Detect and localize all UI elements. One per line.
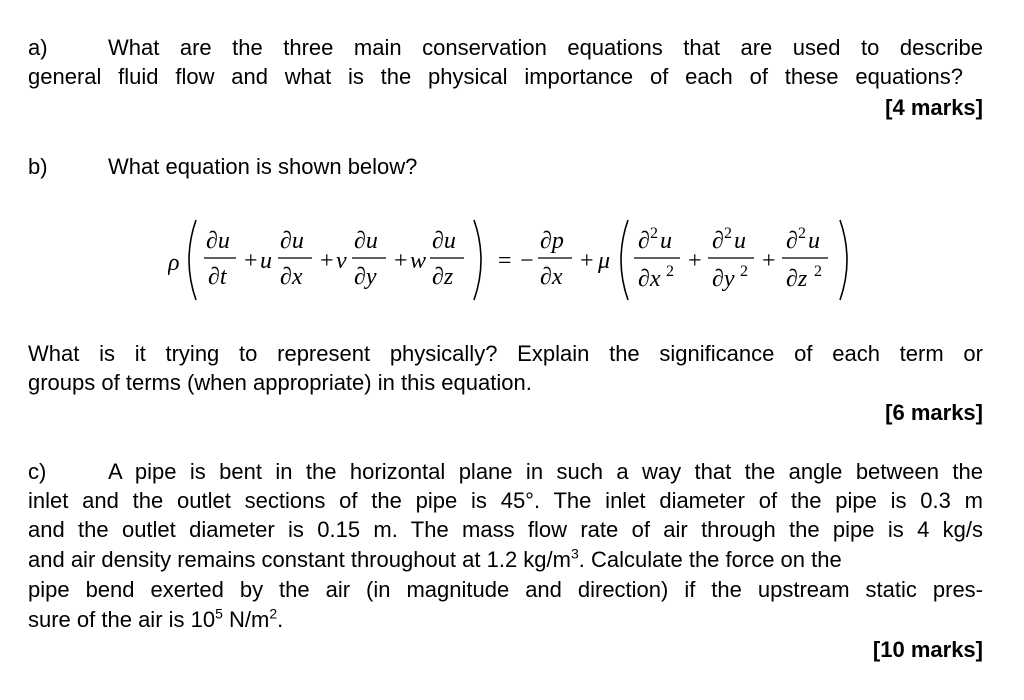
svg-text:+: + xyxy=(244,248,258,274)
part-c-label: c) xyxy=(28,459,47,484)
svg-text:∂: ∂ xyxy=(712,228,724,254)
svg-text:+: + xyxy=(394,248,408,274)
svg-text:∂x: ∂x xyxy=(540,264,563,290)
svg-text:2: 2 xyxy=(666,263,674,280)
svg-text:2: 2 xyxy=(650,225,658,242)
svg-text:∂y: ∂y xyxy=(712,266,735,292)
part-c-line-6-b: N/m xyxy=(222,607,270,632)
part-c-line-6 xyxy=(28,606,283,634)
part-c-line-6-sup2: 2 xyxy=(269,605,278,622)
svg-text:μ: μ xyxy=(598,248,611,274)
part-c-line-2: inlet and the outlet sections of the pipe is 45°. The inlet diameter of the pipe is 0.3 m xyxy=(28,488,983,513)
part-c-line-3: and the outlet diameter is 0.15 m. The mass flow rate of air through the pipe is 4 kg/s xyxy=(28,517,983,542)
svg-text:∂: ∂ xyxy=(786,228,798,254)
svg-text:∂u: ∂u xyxy=(354,228,378,254)
svg-text:u: u xyxy=(660,228,672,254)
part-a-label: a) xyxy=(28,35,48,60)
svg-text:w: w xyxy=(410,248,427,274)
part-b-line-1: What equation is shown below? xyxy=(108,154,418,179)
part-b-label: b) xyxy=(28,154,48,179)
part-c-line-1: A pipe is bent in the horizontal plane in such a way that the angle between the xyxy=(108,459,983,484)
part-c-line-4-b: . Calculate the force on the xyxy=(578,547,842,572)
svg-text:−: − xyxy=(520,248,534,274)
svg-text:∂p: ∂p xyxy=(540,228,564,254)
part-b-marks: [6 marks] xyxy=(885,400,983,425)
part-c-line-4-a: and air density remains constant throughout at 1.2 kg/m xyxy=(28,547,571,572)
svg-text:∂u: ∂u xyxy=(206,228,230,254)
svg-text:u: u xyxy=(808,228,820,254)
svg-text:∂u: ∂u xyxy=(280,228,304,254)
svg-text:2: 2 xyxy=(798,225,806,242)
part-b-after-line-1: What is it trying to represent physically? Explain the significance of each term or xyxy=(28,341,983,366)
part-a-marks: [4 marks] xyxy=(885,95,983,120)
part-a-line-2: general fluid flow and what is the physical importance of each of these equations? xyxy=(28,64,963,89)
part-c-line-6-sup1: 5 xyxy=(215,605,223,622)
part-c-line-5: pipe bend exerted by the air (in magnitude and direction) if the upstream static pres- xyxy=(28,577,983,602)
svg-text:=: = xyxy=(498,248,512,274)
svg-text:∂t: ∂t xyxy=(208,264,227,290)
svg-text:+: + xyxy=(580,248,594,274)
svg-text:∂y: ∂y xyxy=(354,264,377,290)
svg-text:2: 2 xyxy=(814,263,822,280)
svg-text:∂z: ∂z xyxy=(432,264,454,290)
svg-text:2: 2 xyxy=(724,225,732,242)
svg-text:2: 2 xyxy=(740,263,748,280)
svg-text:+: + xyxy=(320,248,334,274)
part-c-line-6-a: sure of the air is 10 xyxy=(28,607,216,632)
part-c-line-4 xyxy=(28,546,983,574)
svg-text:+: + xyxy=(762,248,776,274)
svg-text:∂x: ∂x xyxy=(280,264,303,290)
part-c-marks: [10 marks] xyxy=(872,637,983,662)
svg-text:∂u: ∂u xyxy=(432,228,456,254)
part-c-line-6-c: . xyxy=(277,607,284,632)
part-c-line-4-sup: 3 xyxy=(570,545,579,562)
part-a-line-1: What are the three main conservation equations that are used to describe xyxy=(108,35,983,60)
eq-rho: ρ xyxy=(168,250,180,276)
svg-text:u: u xyxy=(260,248,272,274)
navier-stokes-equation xyxy=(168,212,888,308)
svg-text:v: v xyxy=(336,248,347,274)
svg-text:∂: ∂ xyxy=(638,228,650,254)
svg-text:∂z: ∂z xyxy=(786,266,808,292)
svg-text:∂x: ∂x xyxy=(638,266,661,292)
svg-text:+: + xyxy=(688,248,702,274)
svg-text:u: u xyxy=(734,228,746,254)
part-b-after-line-2: groups of terms (when appropriate) in this equation. xyxy=(28,370,532,395)
